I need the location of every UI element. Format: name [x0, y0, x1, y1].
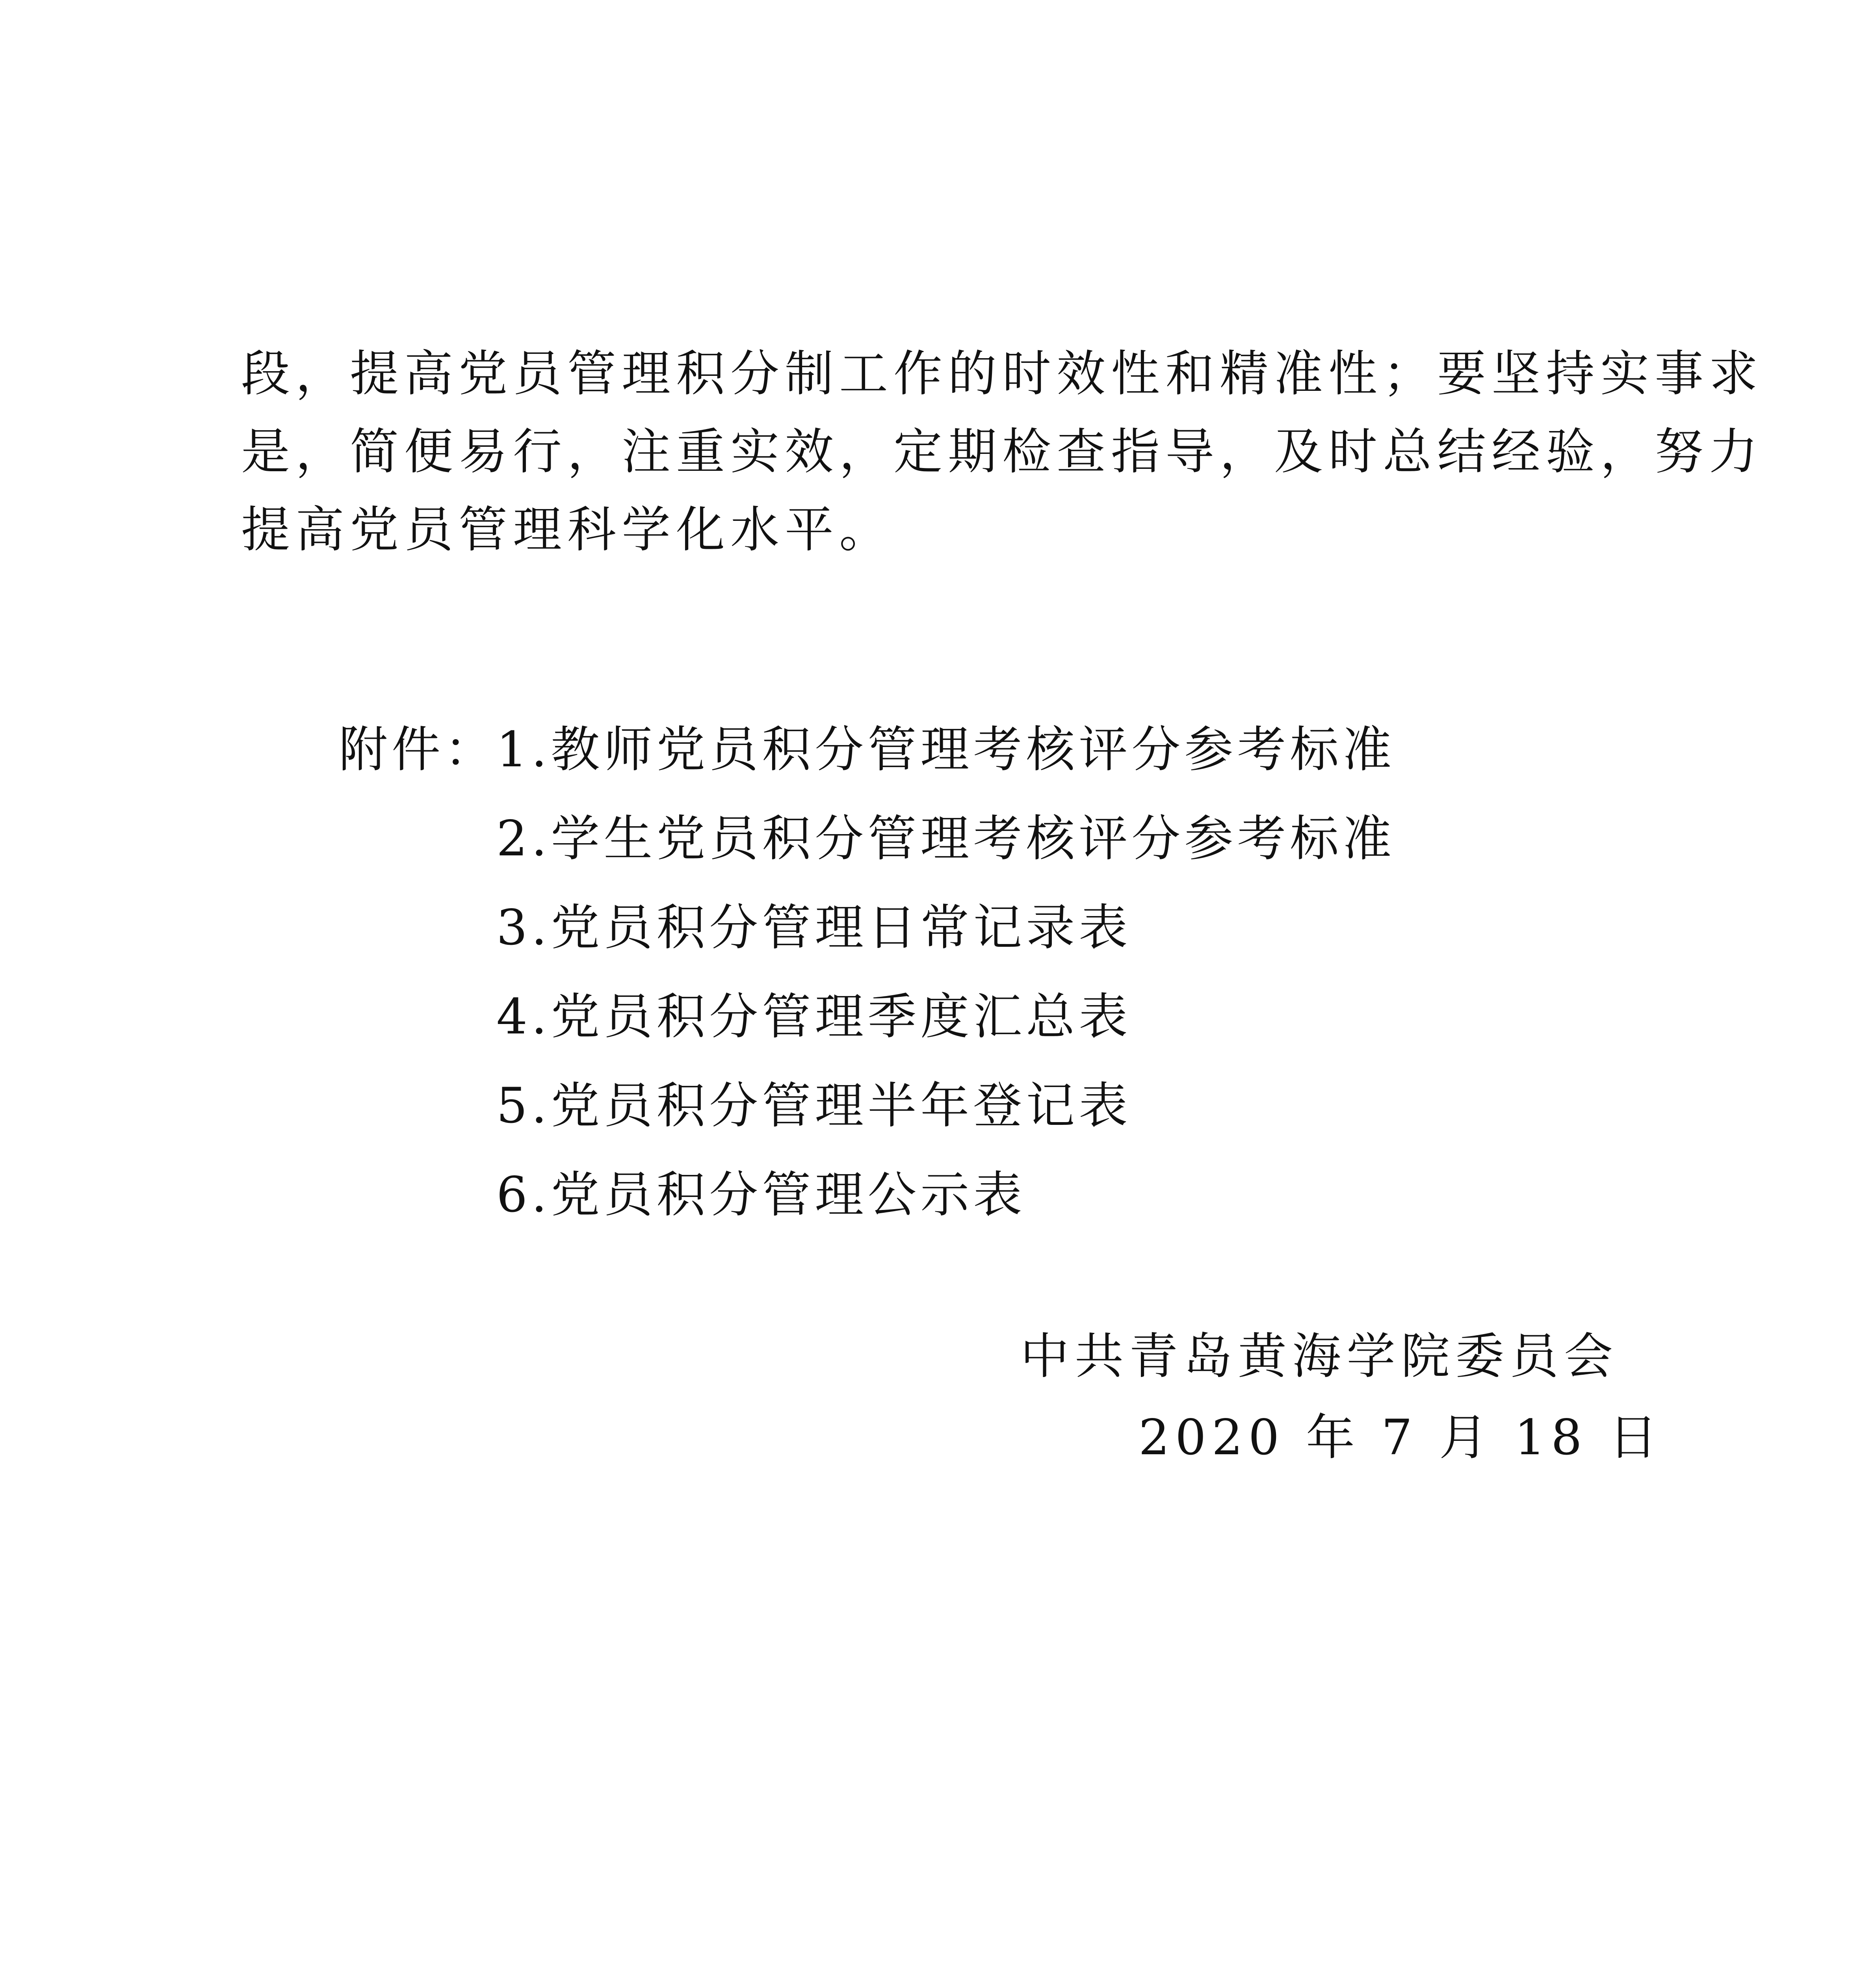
- attachment-title: 6.党员积分管理公示表: [496, 1167, 1026, 1223]
- attachment-title: 2.学生党员积分管理考核评分参考标准: [496, 810, 1396, 867]
- attachment-item-6: [339, 1150, 1395, 1240]
- body-line-3: 提高党员管理科学化水平。: [241, 502, 894, 558]
- signature-block: [1020, 1316, 1663, 1478]
- body-paragraph: [241, 335, 1764, 569]
- issue-date: 2020 年 7 月 18 日: [1139, 1409, 1663, 1466]
- attachment-item-4: [339, 972, 1395, 1061]
- attachment-item-1: [339, 705, 1395, 794]
- body-line-1: 段，提高党员管理积分制工作的时效性和精准性；要坚持实事求: [241, 346, 1764, 402]
- attachments-label: 附件：: [339, 721, 498, 778]
- attachment-title: 1.教师党员积分管理考核评分参考标准: [496, 721, 1396, 778]
- attachment-title: 3.党员积分管理日常记录表: [496, 900, 1132, 956]
- attachment-item-5: [339, 1061, 1395, 1150]
- attachments-list: [339, 705, 1395, 1240]
- attachment-item-2: [339, 794, 1395, 883]
- attachment-title: 5.党员积分管理半年登记表: [496, 1078, 1132, 1134]
- attachment-title: 4.党员积分管理季度汇总表: [496, 989, 1132, 1045]
- issuing-organization: 中共青岛黄海学院委员会: [1020, 1328, 1619, 1385]
- attachment-item-3: [339, 883, 1395, 972]
- body-line-2: 是，简便易行，注重实效，定期检查指导，及时总结经验，努力: [241, 424, 1764, 480]
